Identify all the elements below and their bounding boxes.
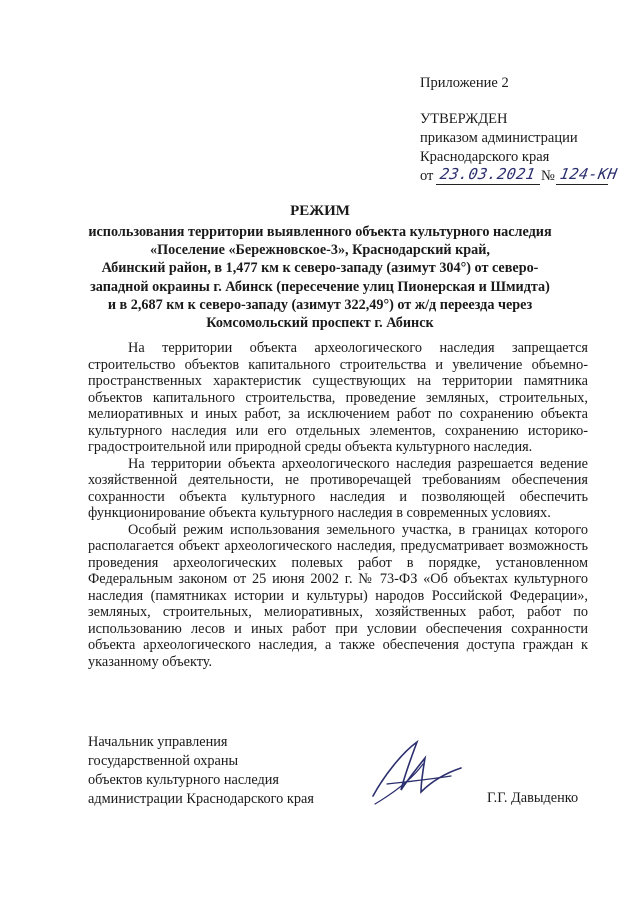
title-line: западной окраины г. Абинск (пересечение улиц Пионерская и Шмидта): [90, 278, 550, 295]
position-line: объектов культурного наследия: [88, 772, 279, 788]
title-line: использования территории выявленного объекта культурного наследия: [88, 224, 552, 240]
approval-block: [420, 110, 619, 186]
date-prefix: от: [420, 168, 434, 184]
title-line: Абинский район, в 1,477 км к северо-западу (азимут 304°) от северо-: [101, 260, 539, 277]
title-line: Комсомольский проспект г. Абинск: [206, 315, 434, 332]
position-line: государственной охраны: [88, 753, 239, 769]
document-title: [60, 203, 580, 332]
document-body: [88, 340, 588, 670]
body-paragraph-3: Особый режим использования земельного участка, в границах которого располагается объект археологического наследия, предусматривает возможность проведения археологических полевых работ в порядке, установленном Федеральным законом от 25 июня 2002 г. № 73-ФЗ «Об объектах культурного наследия (памятниках истории и культуры) народов Российской Федерации», земляных, строительных, мелиоративных, хозяйственных работ, работ по использованию лесов и иных работ при условии обеспечения сохранности объекта археологического наследия, а также обеспечения доступа граждан к указанному объекту.: [88, 521, 588, 670]
handwritten-number: 124-КН: [558, 165, 619, 183]
title-main: РЕЖИМ: [290, 203, 350, 219]
number-underline: [556, 184, 608, 185]
date-underline: [436, 184, 540, 185]
approved-title: УТВЕРЖДЕН: [420, 111, 508, 127]
signatory-name: Г.Г. Давыденко: [487, 790, 579, 806]
order-date-number-line: [420, 165, 619, 186]
position-line: администрации Краснодарского края: [88, 791, 314, 807]
approved-by-line-2: Краснодарского края: [420, 149, 550, 165]
position-line: Начальник управления: [88, 734, 228, 750]
signatory-position: [88, 733, 314, 809]
title-line: и в 2,687 км к северо-западу (азимут 322,49°) от ж/д переезда через: [107, 296, 533, 313]
title-line: «Поселение «Бережновское-3», Краснодарский край,: [150, 242, 490, 259]
body-paragraph-2: На территории объекта археологического наследия разрешается ведение хозяйственной деятельности, не противоречащей требованиям обеспечения сохранности объекта культурного наследия и позволяющей обеспечить функционирование объекта культурного наследия в современных условиях.: [88, 455, 588, 521]
handwritten-signature: [365, 734, 475, 812]
body-paragraph-1: На территории объекта археологического наследия запрещается строительство объектов капитального строительства и увеличение объемно-пространственных характеристик существующих на территории памятника объектов капитального строительства, проведение земляных, строительных, мелиоративных и иных работ, за исключением работ по сохранению объекта культурного наследия или его отдельных элементов, сохранению историко-градостроительной или природной среды объекта культурного наследия.: [88, 340, 588, 455]
number-prefix: №: [541, 168, 555, 184]
handwritten-date: 23.03.2021: [438, 165, 537, 183]
annex-label: Приложение 2: [420, 75, 509, 91]
approved-by-line-1: приказом администрации: [420, 130, 578, 146]
